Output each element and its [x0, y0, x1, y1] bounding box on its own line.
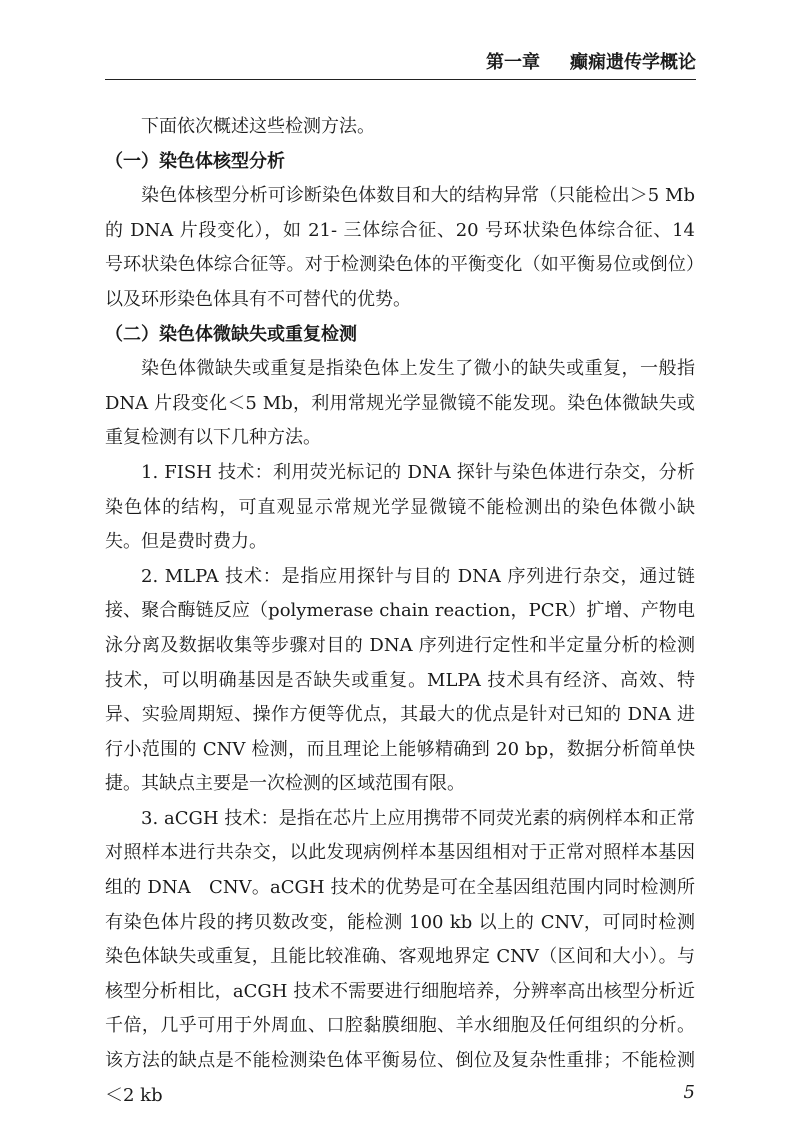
body-text — [105, 110, 695, 1113]
running-header — [105, 40, 696, 74]
intro-paragraph: 下面依次概述这些检测方法。 — [141, 116, 375, 137]
section-heading-microdeletion: （二）染色体微缺失或重复检测 — [105, 323, 357, 345]
chapter-number: 第一章 — [486, 52, 540, 73]
chapter-title: 癫痫遗传学概论 — [570, 52, 696, 73]
section-heading-karyotype: （一）染色体核型分析 — [105, 150, 285, 172]
fish-paragraph: 1. FISH 技术：利用荧光标记的 DNA 探针与染色体进行杂交，分析染色体的结构，可直观显示常规光学显微镜不能检测出的染色体微小缺失。但是费时费力。 — [105, 461, 695, 553]
header-rule — [105, 79, 696, 80]
mlpa-paragraph: 2. MLPA 技术：是指应用探针与目的 DNA 序列进行杂交，通过链接、聚合酶链反应（polymerase chain reaction，PCR）扩增、产物电泳分离及数据收集等步骤对目的 DNA 序列进行定性和半定量分析的检测技术，可以明确基因是否缺失或重复。MLPA 技术具有经济、高效、特异、实验周期短、操作方便等优点，其最大的优点是针对已知的 DNA 进行小范围的 CNV 检测，而且理论上能够精确到 20 bp，数据分析简单快捷。其缺点主要是一次检测的区域范围有限。 — [105, 565, 695, 795]
karyotype-paragraph: 染色体核型分析可诊断染色体数目和大的结构异常（只能检出＞5 Mb 的 DNA 片段变化），如 21- 三体综合征、20 号环状染色体综合征、14 号环状染色体综合征等。对于检测染色体的平衡变化（如平衡易位或倒位）以及环形染色体具有不可替代的优势。 — [105, 185, 695, 310]
acgh-paragraph: 3. aCGH 技术：是指在芯片上应用携带不同荧光素的病例样本和正常对照样本进行共杂交，以此发现病例样本基因组相对于正常对照样本基因组的 DNA CNV。aCGH 技术的优势是可在全基因组范围内同时检测所有染色体片段的拷贝数改变，能检测 100 kb 以上的 CNV，可同时检测染色体缺失或重复，且能比较准确、客观地界定 CNV（区间和大小）。与核型分析相比，aCGH 技术不需要进行细胞培养，分辨率高出核型分析近千倍，几乎可用于外周血、口腔黏膜细胞、羊水细胞及任何组织的分析。该方法的缺点是不能检测染色体平衡易位、倒位及复杂性重排；不能检测＜2 kb — [105, 807, 695, 1106]
microdeletion-paragraph: 染色体微缺失或重复是指染色体上发生了微小的缺失或重复，一般指 DNA 片段变化＜5 Mb，利用常规光学显微镜不能发现。染色体微缺失或重复检测有以下几种方法。 — [105, 358, 695, 449]
page-number: 5 — [683, 1082, 695, 1103]
